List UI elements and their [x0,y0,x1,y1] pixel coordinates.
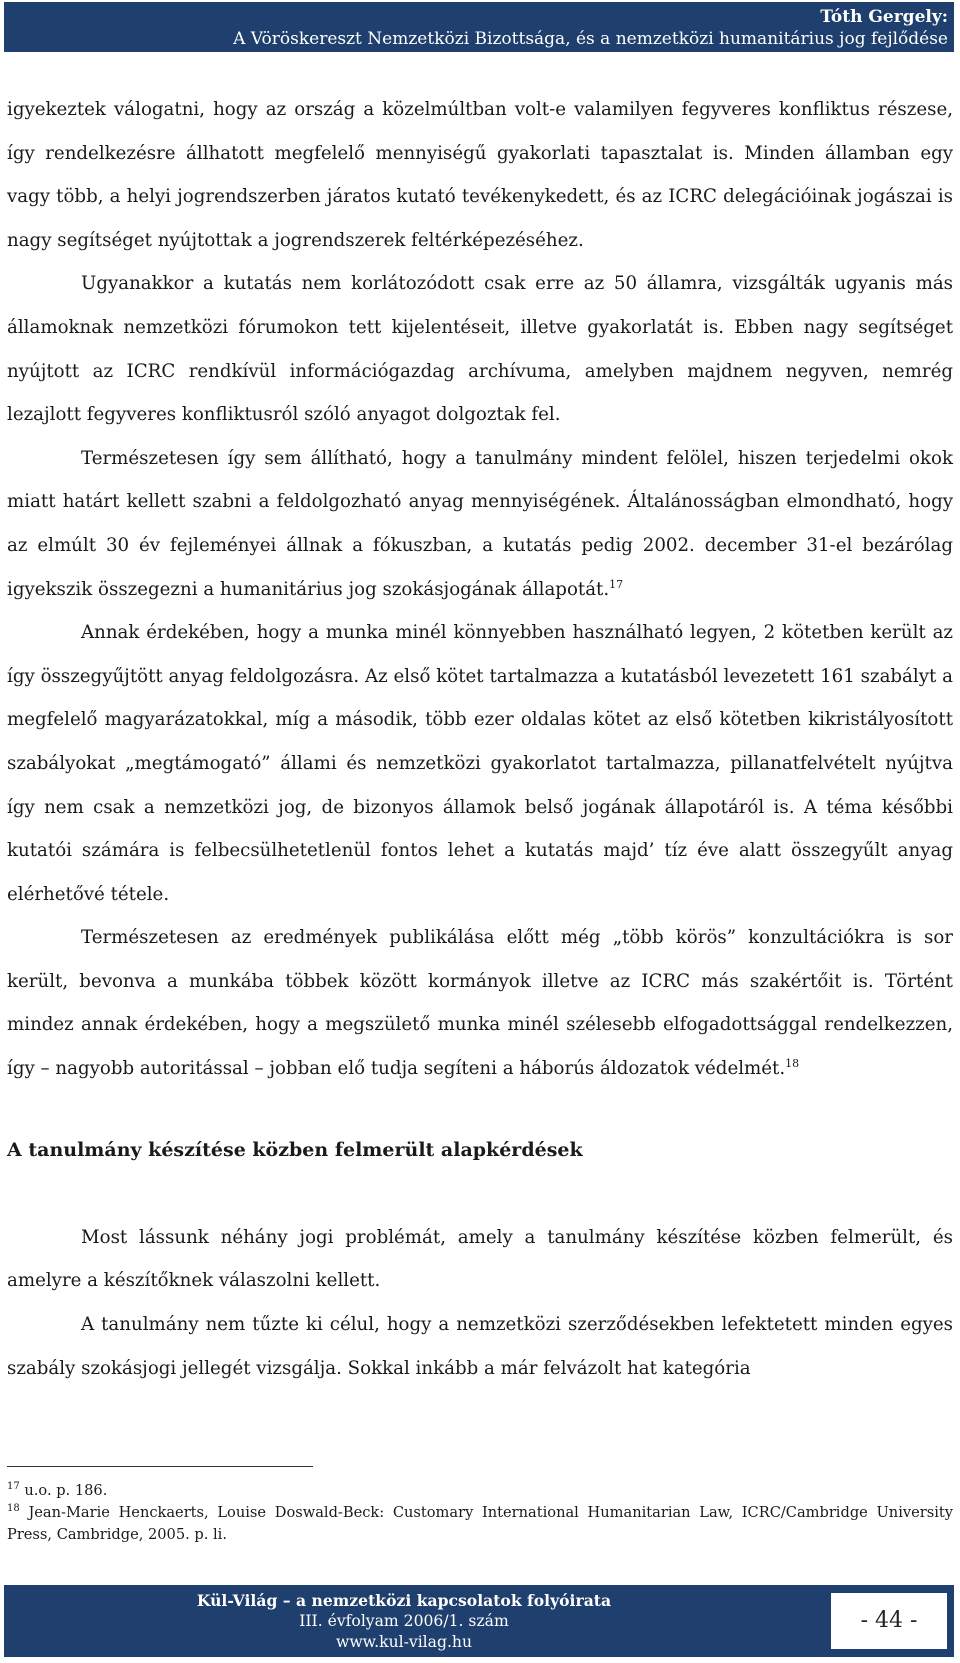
paragraph: Annak érdekében, hogy a munka minél könnyebben használható legyen, 2 kötetben került az így összegyűjtött anyag feldolgozásra. Az első kötet tartalmazza a kutatásból levezetett 161 szabályt a megfelelő magyarázatokkal, míg a második, több ezer oldalas kötet az első kötetben kikristályosított szabályokat „megtámogató” állami és nemzetközi gyakorlatot tartalmazza, pillanatfelvételt nyújtva így nem csak a nemzetközi jog, de bizonyos államok belső jogának állapotáról is. A téma későbbi kutatói számára is felbecsülhetetlenül fontos lehet a kutatás majd’ tíz éve alatt összegyűlt anyag elérhetővé tétele. [7,622,953,905]
footnote-separator [7,1466,313,1467]
footnote-ref-17[interactable]: 17 [609,577,624,591]
footnotes [7,1480,953,1546]
footer-journal-info [4,1590,804,1653]
header-author: Tóth Gergely: [820,7,948,27]
paragraph: igyekeztek válogatni, hogy az ország a közelmúltban volt-e valamilyen fegyveres konfliktus részese, így rendelkezésre állhatott megfelelő mennyiségű gyakorlati tapasztalat is. Minden államban egy vagy több, a helyi jogrendszerben járatos kutató tevékenykedett, és az ICRC delegációinak jogászai is nagy segítséget nyújtottak a jogrendszerek feltérképezéséhez. [7,99,953,251]
footer-issue: III. évfolyam 2006/1. szám [299,1612,509,1630]
footer-journal-name: Kül-Világ – a nemzetközi kapcsolatok folyóirata [196,1591,612,1610]
section-heading: A tanulmány készítése közben felmerült alapkérdések [7,1138,583,1161]
paragraph: Természetesen az eredmények publikálása előtt még „több körös” konzultációkra is sor került, bevonva a munkába többek között kormányok illetve az ICRC más szakértőit is. Történt mindez annak érdekében, hogy a megszülető munka minél szélesebb elfogadottsággal rendelkezzen, így – nagyobb autoritással – jobban elő tudja segíteni a háborús áldozatok védelmét.$^{18}$ [7,927,953,1080]
running-header [4,2,954,52]
paragraph: Most lássunk néhány jogi problémát, amely a tanulmány készítése közben felmerült, és amelyre a készítőknek válaszolni kellett. [7,1226,953,1292]
body-text [7,88,953,1390]
footnote: $^{17}$ u.o. p. 186. [7,1481,108,1499]
paragraph: A tanulmány nem tűzte ki célul, hogy a nemzetközi szerződésekben lefektetett minden egyes szabály szokásjogi jellegét vizsgálja. Sokkal inkább a már felvázolt hat kategória [7,1314,953,1379]
paragraph: Ugyanakkor a kutatás nem korlátozódott csak erre az 50 államra, vizsgálták ugyanis más államoknak nemzetközi fórumokon tett kijelentéseit, illetve gyakorlatát is. Ebben nagy segítséget nyújtott az ICRC rendkívül információgazdag archívuma, amelyben majdnem negyven, nemrég lezajlott fegyveres konfliktusról szóló anyagot dolgoztak fel. [7,273,953,426]
page-footer [4,1585,954,1657]
footnote-ref-18[interactable]: 18 [785,1057,800,1070]
header-title: A Vöröskereszt Nemzetközi Bizottsága, és a nemzetközi humanitárius jog fejlődése [233,29,948,49]
page-number: - 44 - [830,1592,948,1650]
paragraph: Természetesen így sem állítható, hogy a tanulmány mindent felölel, hiszen terjedelmi okok miatt határt kellett szabni a feldolgozható anyag mennyiségének. Általánosságban elmondható, hogy az elmúlt 30 év fejleményei állnak a fókuszban, a kutatás pedig 2002. december 31-el bezárólag igyekszik összegezni a humanitárius jog szokásjogának állapotát.$^{17}$ [7,447,953,600]
footer-website-link[interactable]: www.kul-vilag.hu [335,1633,472,1651]
footnote: $^{18}$ Jean-Marie Henckaerts, Louise Doswald-Beck: Customary International Humanitarian Law, ICRC/Cambridge University Press, Cambridge, 2005. p. li. [7,1503,953,1543]
spacer [7,1172,953,1216]
